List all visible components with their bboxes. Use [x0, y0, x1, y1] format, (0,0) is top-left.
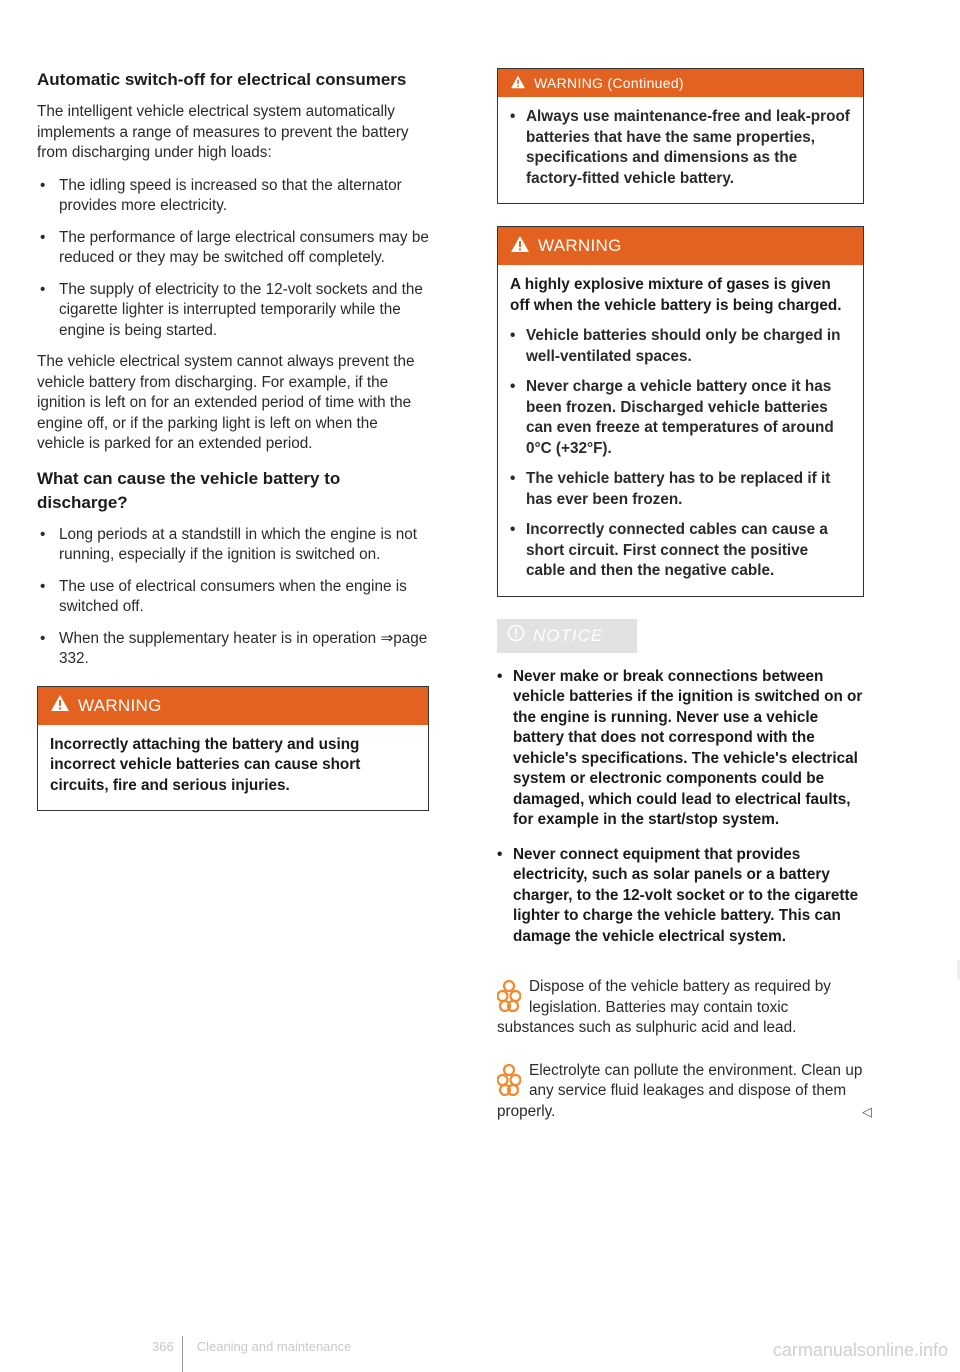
- notice-header: [497, 619, 637, 653]
- list-item: • When the supplementary heater is in operation ⇒page 332.: [37, 629, 429, 670]
- warning-triangle-icon: [50, 694, 70, 717]
- warning-triangle-icon: [510, 235, 530, 258]
- warning-triangle-icon: [510, 75, 526, 92]
- list-item: • Incorrectly connected cables can cause a short circuit. First connect the positive cable and then the negative cable.: [510, 520, 851, 582]
- page-footer: [152, 1328, 351, 1364]
- right-column: [497, 68, 872, 1122]
- warning-continued-box: [497, 68, 864, 204]
- measures-list: [37, 176, 429, 342]
- list-item: • The supply of electricity to the 12-volt sockets and the cigarette lighter is interrupted temporarily while the engine is being started.: [37, 280, 429, 342]
- environment-text-2: Electrolyte can pollute the environment. Clean up any service fluid leakages and dispose of them properly.: [497, 1061, 863, 1120]
- heading-discharge-causes: What can cause the vehicle battery to discharge?: [37, 468, 341, 512]
- environment-icon: [497, 1063, 521, 1097]
- warning-title: WARNING: [78, 695, 162, 715]
- list-item: • The use of electrical consumers when the engine is switched off.: [37, 577, 429, 618]
- environment-text-1: Dispose of the vehicle battery as required by legislation. Batteries may contain toxic substances such as sulphuric acid and lead.: [497, 978, 831, 1036]
- charging-warning-box: [497, 226, 864, 597]
- charging-warning-title: WARNING: [538, 236, 622, 255]
- watermark: carmanualsonline.info: [772, 1340, 948, 1360]
- list-item: • The vehicle battery has to be replaced if it has ever been frozen.: [510, 469, 851, 510]
- notice-icon: [507, 624, 525, 647]
- warning-continued-header: [498, 69, 863, 97]
- list-item: • Long periods at a standstill in which the engine is not running, especially if the ignition is switched on.: [37, 525, 429, 566]
- list-item: • Always use maintenance-free and leak-proof batteries that have the same properties, specifications and dimensions as the factory-fitted vehicle battery.: [510, 107, 851, 189]
- causes-list: [37, 525, 429, 670]
- intro-paragraph: The intelligent vehicle electrical system automatically implements a range of measures to prevent the battery from discharging under high loads:: [37, 103, 409, 161]
- warning-text: Incorrectly attaching the battery and using incorrect vehicle batteries can cause short circuits, fire and serious injuries.: [50, 735, 361, 794]
- warning-continued-title: WARNING (Continued): [534, 75, 684, 91]
- discharge-paragraph: The vehicle electrical system cannot always prevent the vehicle battery from discharging. For example, if the ignition is left on for an extended period of time with the engine off, or if the parking light is left on when the vehicle is parked for an extended period.: [37, 353, 415, 452]
- charging-warning-header: [498, 227, 863, 265]
- footer-section: Cleaning and maintenance: [196, 1338, 352, 1354]
- list-item: • The idling speed is increased so that the alternator provides more electricity.: [37, 176, 429, 217]
- list-item: • Never connect equipment that provides electricity, such as solar panels or a battery charger, to the 12-volt socket or to the cigarette lighter to charge the vehicle battery. This can damage the vehicle electrical system.: [497, 845, 864, 948]
- environment-note-1: [497, 977, 864, 1039]
- list-item: • Never make or break connections between vehicle batteries if the ignition is switched on or the engine is running. Never use a vehicle battery that does not correspond with the vehicle's specifications. The vehicle's electrical system or electronic components could be damaged, which could lead to electrical faults, for example in the start/stop system.: [497, 667, 864, 831]
- environment-icon: [497, 979, 521, 1013]
- list-item: • The performance of large electrical consumers may be reduced or they may be switched off completely.: [37, 228, 429, 269]
- warning-header: [38, 687, 428, 725]
- footer-divider: [182, 1336, 183, 1372]
- section-end-icon: ◁: [862, 1103, 872, 1119]
- charging-warning-body: [498, 265, 863, 596]
- page-number: 366: [152, 1338, 174, 1354]
- charging-warning-intro: A highly explosive mixture of gases is given off when the vehicle battery is being charged.: [510, 276, 842, 314]
- notice-title: NOTICE: [533, 625, 604, 645]
- warning-continued-body: [498, 97, 863, 203]
- list-item: • Vehicle batteries should only be charged in well-ventilated spaces.: [510, 326, 851, 367]
- warning-box: [37, 686, 429, 812]
- environment-note-2: [497, 1061, 872, 1123]
- warning-body: [38, 725, 428, 811]
- left-column: [37, 68, 429, 833]
- heading-auto-switch-off: Automatic switch-off for electrical consumers: [37, 70, 407, 89]
- list-item: • Never charge a vehicle battery once it has been frozen. Discharged vehicle batteries can even freeze at temperatures of around 0°C (+32°F).: [510, 377, 851, 459]
- notice-body: [497, 667, 864, 948]
